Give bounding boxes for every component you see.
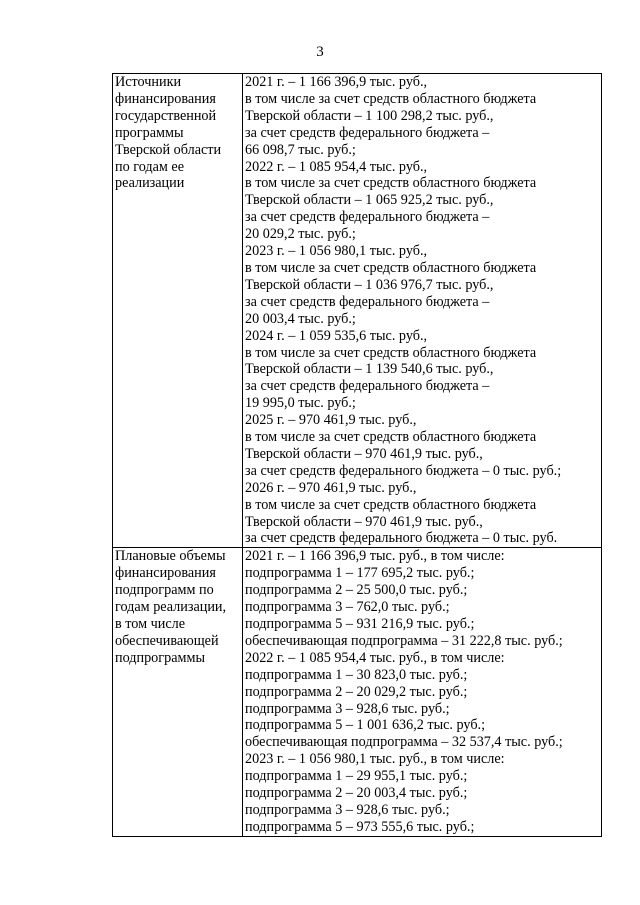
value-line: 2023 г. – 1 056 980,1 тыс. руб.,	[245, 243, 428, 260]
page-number: 3	[316, 44, 324, 60]
row-label-subprogram-funding	[113, 548, 243, 836]
value-line: Тверской области – 1 065 925,2 тыс. руб.,	[245, 192, 494, 209]
table-row-funding-sources	[113, 74, 602, 548]
value-line: 20 003,4 тыс. руб.;	[245, 310, 356, 327]
value-line: подпрограмма 3 – 928,6 тыс. руб.;	[245, 700, 450, 717]
value-line: Тверской области – 1 036 976,7 тыс. руб.,	[245, 276, 494, 293]
label-line: финансирования	[115, 565, 216, 582]
value-line: за счет средств федерального бюджета –	[245, 378, 490, 395]
value-line: подпрограмма 1 – 29 955,1 тыс. руб.;	[245, 768, 468, 785]
value-line: за счет средств федерального бюджета – 0 тыс. руб.;	[245, 462, 562, 479]
value-line: в том числе за счет средств областного бюджета	[245, 429, 537, 446]
value-line: Тверской области – 1 139 540,6 тыс. руб.,	[245, 361, 494, 378]
value-line: 2021 г. – 1 166 396,9 тыс. руб., в том числе:	[245, 548, 505, 565]
value-line: 2023 г. – 1 056 980,1 тыс. руб., в том числе:	[245, 751, 505, 768]
value-line: в том числе за счет средств областного бюджета	[245, 496, 537, 513]
value-line: 2022 г. – 1 085 954,4 тыс. руб., в том числе:	[245, 649, 505, 666]
value-line: 2022 г. – 1 085 954,4 тыс. руб.,	[245, 158, 428, 175]
value-line: подпрограмма 1 – 177 695,2 тыс. руб.;	[245, 565, 475, 582]
value-line: Тверской области – 970 461,9 тыс. руб.,	[245, 445, 483, 462]
row-value-subprogram-funding	[243, 548, 602, 836]
label-line: годам реализации,	[115, 599, 227, 616]
value-line: в том числе за счет средств областного бюджета	[245, 90, 537, 107]
value-line: подпрограмма 5 – 1 001 636,2 тыс. руб.;	[245, 717, 486, 734]
label-line: государственной	[115, 107, 217, 124]
value-line: 19 995,0 тыс. руб.;	[245, 395, 356, 412]
value-line: подпрограмма 5 – 931 216,9 тыс. руб.;	[245, 616, 475, 632]
label-line: Источники	[115, 74, 182, 90]
value-line: подпрограмма 5 – 973 555,6 тыс. руб.;	[245, 818, 475, 835]
value-line: в том числе за счет средств областного бюджета	[245, 259, 537, 276]
table-row-subprogram-funding	[113, 548, 602, 836]
value-line: подпрограмма 3 – 762,0 тыс. руб.;	[245, 599, 450, 616]
label-line: Тверской области	[115, 141, 222, 158]
value-line: 2021 г. – 1 166 396,9 тыс. руб.,	[245, 74, 428, 90]
label-line: реализации	[115, 175, 185, 192]
value-line: подпрограмма 2 – 20 029,2 тыс. руб.;	[245, 683, 468, 700]
label-line: по годам ее	[115, 158, 185, 175]
value-line: обеспечивающая подпрограмма – 32 537,4 тыс. руб.;	[245, 734, 563, 751]
value-line: за счет средств федерального бюджета –	[245, 293, 490, 310]
value-line: за счет средств федерального бюджета –	[245, 124, 490, 141]
value-line: подпрограмма 2 – 20 003,4 тыс. руб.;	[245, 785, 468, 802]
label-line: подпрограммы	[115, 649, 205, 666]
label-line: подпрограмм по	[115, 582, 214, 599]
label-line: в том числе	[115, 616, 186, 632]
value-line: за счет средств федерального бюджета –	[245, 209, 490, 226]
value-line: подпрограмма 2 – 25 500,0 тыс. руб.;	[245, 582, 468, 599]
value-line: в том числе за счет средств областного бюджета	[245, 175, 537, 192]
program-passport-table	[112, 73, 602, 837]
value-line: подпрограмма 3 – 928,6 тыс. руб.;	[245, 801, 450, 818]
value-line: в том числе за счет средств областного бюджета	[245, 344, 537, 361]
value-line: за счет средств федерального бюджета – 0 тыс. руб.	[245, 530, 558, 547]
value-line: 66 098,7 тыс. руб.;	[245, 141, 356, 158]
value-line: 2026 г. – 970 461,9 тыс. руб.,	[245, 479, 417, 496]
value-line: подпрограмма 1 – 30 823,0 тыс. руб.;	[245, 666, 468, 683]
value-line: 2024 г. – 1 059 535,6 тыс. руб.,	[245, 327, 428, 344]
value-line: Тверской области – 970 461,9 тыс. руб.,	[245, 513, 483, 530]
value-line: 2025 г. – 970 461,9 тыс. руб.,	[245, 412, 417, 429]
label-line: Плановые объемы	[115, 548, 226, 565]
value-line: 20 029,2 тыс. руб.;	[245, 226, 356, 243]
label-line: обеспечивающей	[115, 632, 219, 649]
row-value-funding-sources	[243, 74, 602, 548]
label-line: финансирования	[115, 90, 216, 107]
value-line: обеспечивающая подпрограмма – 31 222,8 тыс. руб.;	[245, 632, 563, 649]
label-line: программы	[115, 124, 184, 141]
row-label-funding-sources	[113, 74, 243, 548]
value-line: Тверской области – 1 100 298,2 тыс. руб.,	[245, 107, 494, 124]
